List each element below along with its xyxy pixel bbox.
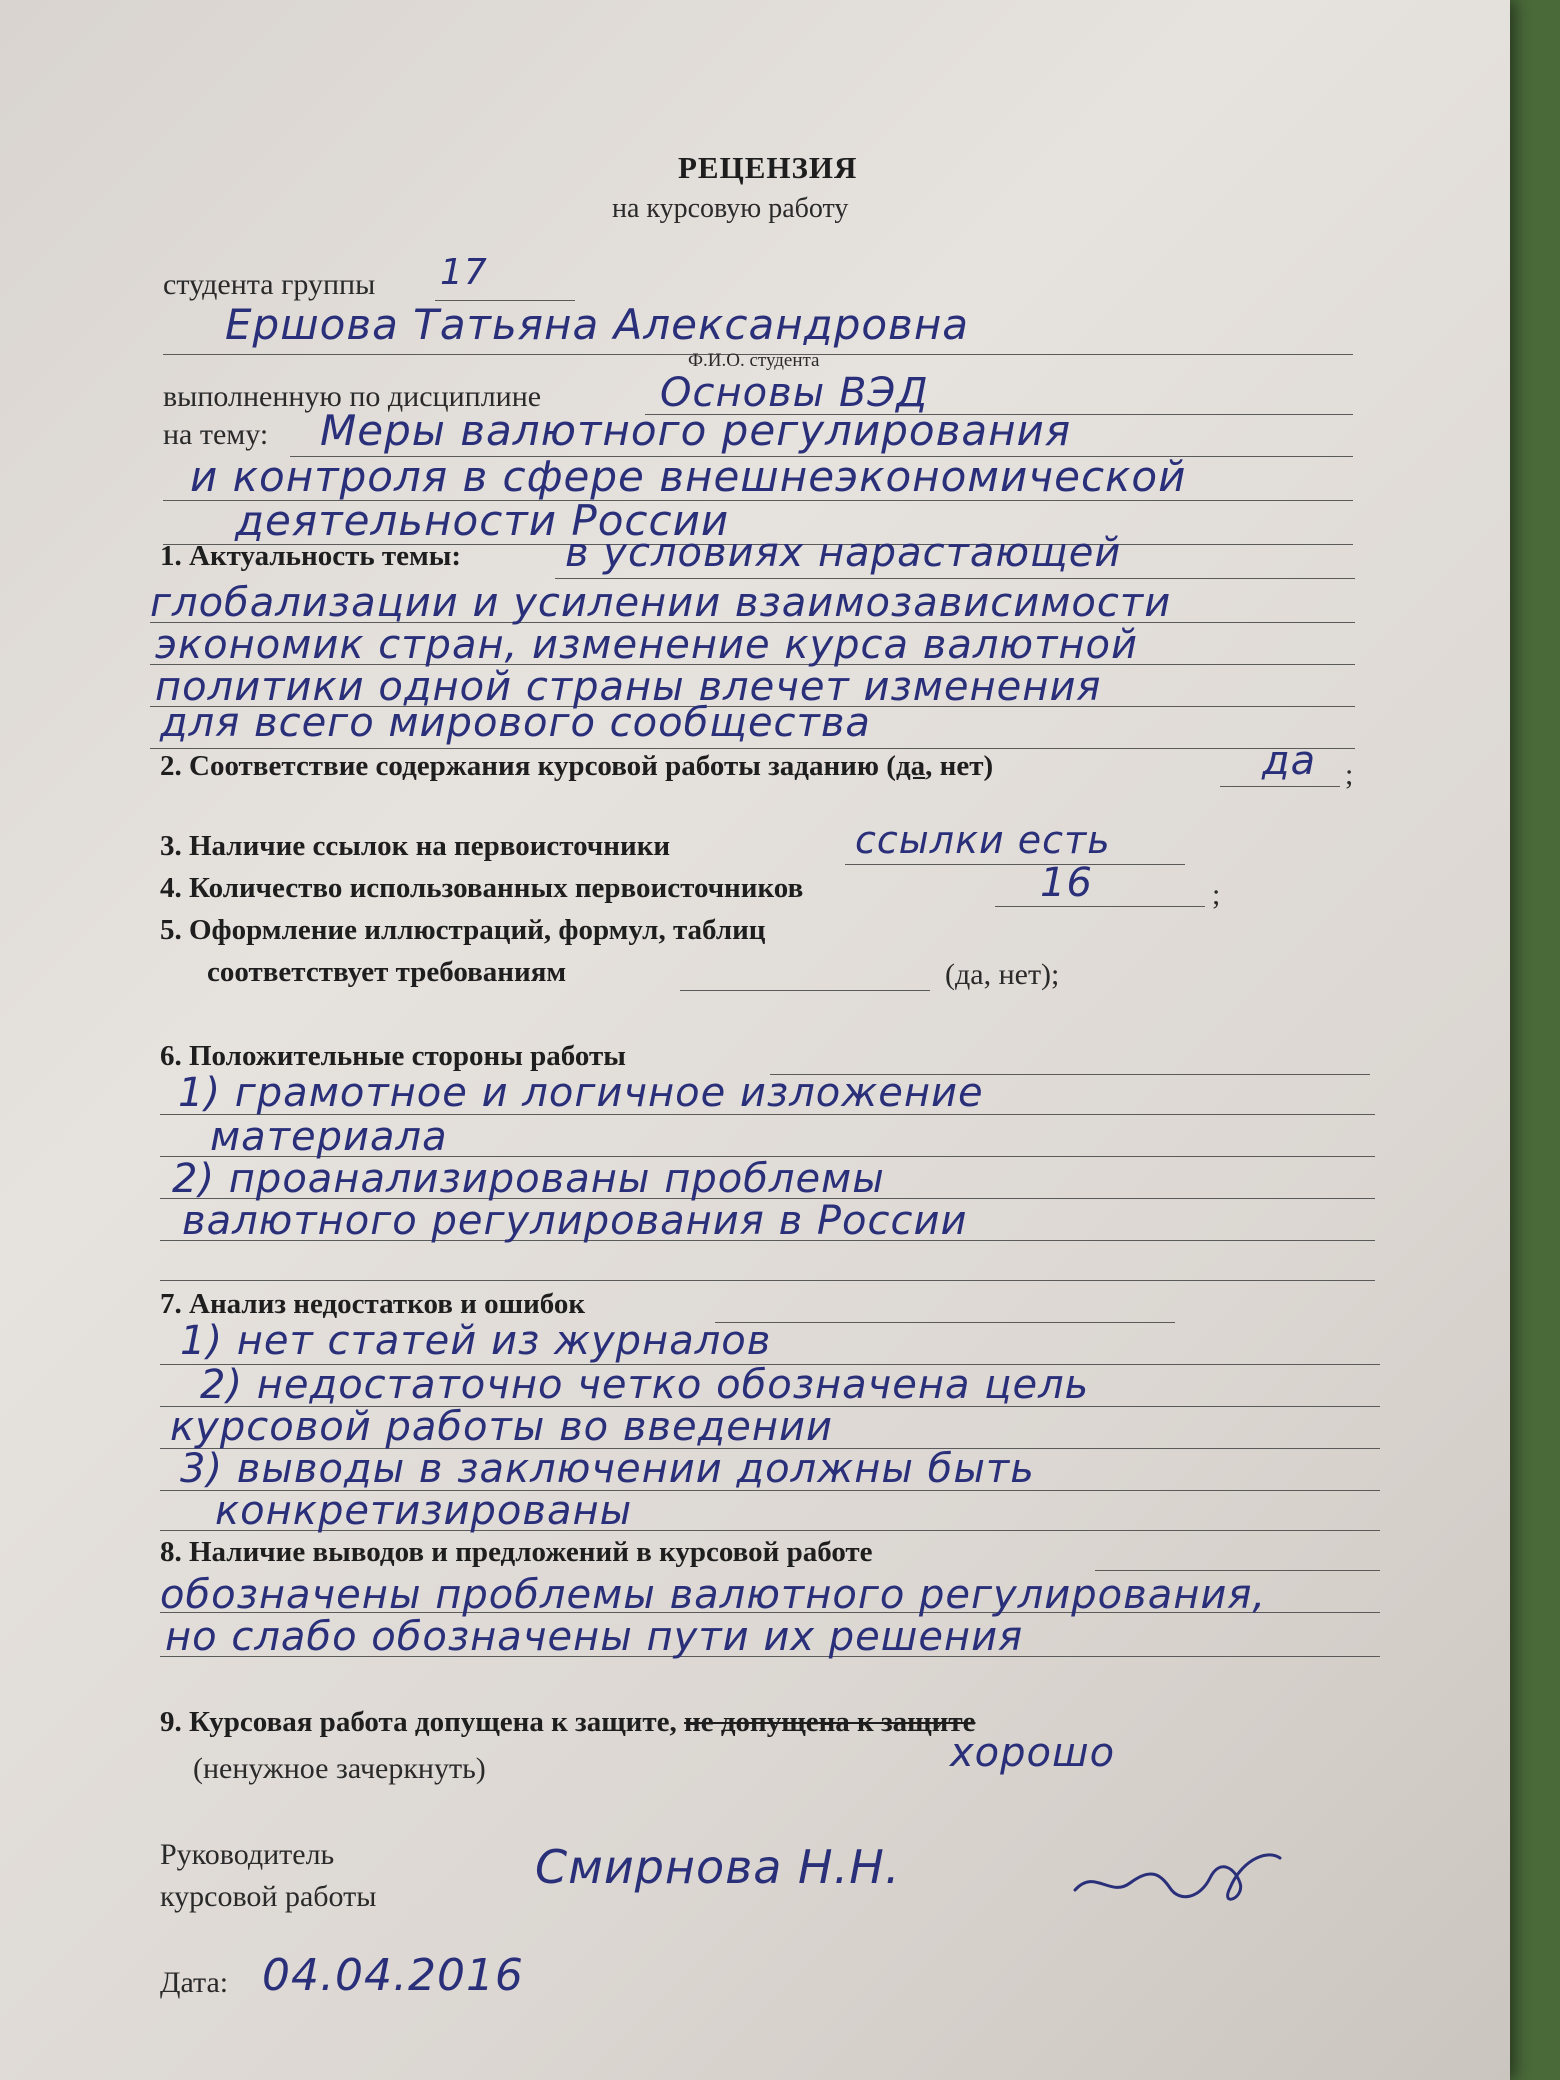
s4-label: 4. Количество использованных первоисточников: [160, 872, 804, 904]
s2-end: ;: [1345, 758, 1354, 791]
s4-value: 16: [1040, 860, 1093, 906]
s8-line-2: но слабо обозначены пути их решения: [165, 1614, 1024, 1660]
s2-label-b: , нет): [925, 750, 994, 782]
s6-line-3: 2) проанализированы проблемы: [172, 1156, 885, 1202]
s2-label-yes: да: [895, 750, 926, 782]
s1-line-5: для всего мирового сообщества: [160, 700, 871, 746]
form-title: РЕЦЕНЗИЯ: [678, 150, 858, 185]
s3-underline: [845, 864, 1185, 865]
supervisor-label-1: Руководитель: [160, 1838, 335, 1871]
s7-label: 7. Анализ недостатков и ошибок: [160, 1288, 586, 1320]
student-name: Ершова Татьяна Александровна: [225, 300, 970, 349]
name-caption: Ф.И.О. студента: [688, 350, 820, 371]
s2-value: да: [1262, 738, 1317, 784]
discipline-value: Основы ВЭД: [660, 370, 929, 416]
s1-line-2: глобализации и усилении взаимозависимости: [150, 580, 1172, 626]
supervisor-label-2: курсовой работы: [160, 1880, 377, 1913]
s1-label: 1. Актуальность темы:: [160, 540, 462, 572]
form-subtitle: на курсовую работу: [612, 193, 849, 224]
s5-label-2: соответствует требованиям: [207, 956, 567, 988]
s4-underline: [995, 906, 1205, 907]
s3-value: ссылки есть: [855, 818, 1111, 862]
s5-label-1: 5. Оформление иллюстраций, формул, таблиц: [160, 914, 766, 946]
s1-line-4: политики одной страны влечет изменения: [155, 664, 1102, 710]
s8-label: 8. Наличие выводов и предложений в курсовой работе: [160, 1536, 873, 1568]
s9-note: (ненужное зачеркнуть): [193, 1752, 486, 1785]
s8-underline-0: [1095, 1570, 1380, 1571]
s6-line-4: валютного регулирования в России: [182, 1198, 968, 1244]
s6-line-2: материала: [210, 1114, 448, 1160]
s6-label: 6. Положительные стороны работы: [160, 1040, 626, 1072]
signature-scribble: [1070, 1838, 1290, 1918]
s7-line-5: конкретизированы: [215, 1488, 633, 1534]
s9-label-struck: не допущена к защите: [684, 1706, 976, 1738]
date-value: 04.04.2016: [262, 1950, 524, 2001]
supervisor-name: Смирнова Н.Н.: [535, 1840, 901, 1894]
s1-underline-5: [150, 748, 1355, 749]
date-label: Дата:: [160, 1966, 229, 1999]
s1-line-1: в условиях нарастающей: [565, 530, 1122, 576]
s5-suffix: (да, нет);: [945, 958, 1060, 991]
s1-line-3: экономик стран, изменение курса валютной: [155, 622, 1139, 668]
s7-underline-0: [715, 1322, 1175, 1323]
topic-label: на тему:: [163, 418, 269, 451]
s5-underline: [680, 990, 930, 991]
s7-line-4: 3) выводы в заключении должны быть: [180, 1446, 1035, 1492]
discipline-label: выполненную по дисциплине: [163, 380, 542, 413]
group-value: 17: [440, 252, 488, 293]
s2-label-a: 2. Соответствие содержания курсовой работы заданию (: [160, 750, 896, 782]
s2-label: [160, 750, 993, 783]
s7-line-2: 2) недостаточно четко обозначена цель: [200, 1362, 1090, 1408]
s8-line-1: обозначены проблемы валютного регулирования,: [160, 1572, 1267, 1618]
topic-line-3: деятельности России: [235, 496, 730, 545]
topic-line-1: Меры валютного регулирования: [320, 406, 1072, 455]
s4-end: ;: [1212, 878, 1221, 911]
s7-line-3: курсовой работы во введении: [170, 1404, 834, 1450]
s1-underline-1: [555, 578, 1355, 579]
group-label: студента группы: [163, 268, 376, 301]
s9-grade: хорошо: [950, 1730, 1116, 1776]
s6-line-1: 1) грамотное и логичное изложение: [178, 1070, 984, 1116]
s3-label: 3. Наличие ссылок на первоисточники: [160, 830, 671, 862]
s9-label: [160, 1706, 975, 1739]
s6-underline-5: [160, 1280, 1375, 1281]
s2-underline: [1220, 786, 1340, 787]
s7-line-1: 1) нет статей из журналов: [180, 1318, 772, 1364]
s9-label-a: 9. Курсовая работа допущена к защите,: [160, 1706, 677, 1738]
topic-line-2: и контроля в сфере внешнеэкономической: [190, 452, 1187, 501]
